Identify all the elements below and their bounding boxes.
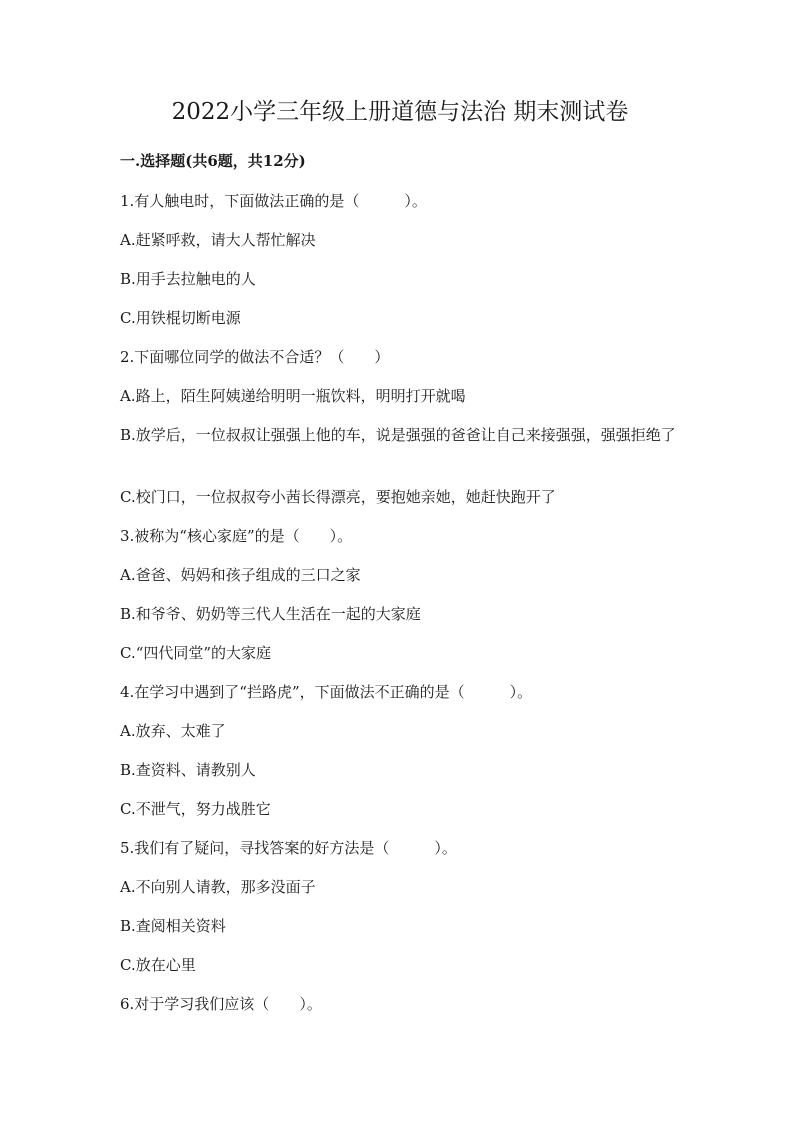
- option-text: C.校门口，一位叔叔夸小茜长得漂亮，要抱她亲她，她赶快跑开了: [120, 488, 556, 506]
- question-text: 3.被称为“核心家庭”的是（ ）。: [120, 527, 353, 545]
- option-text: A.爸爸、妈妈和孩子组成的三口之家: [120, 566, 361, 584]
- option-text: C.不泄气，努力战胜它: [120, 800, 271, 818]
- option-text: A.不向别人请教，那多没面子: [120, 878, 316, 896]
- option-text: B.用手去拉触电的人: [120, 270, 256, 288]
- question-text: 5.我们有了疑问，寻找答案的好方法是（ ）。: [120, 839, 457, 857]
- question-text: 6.对于学习我们应该（ ）。: [120, 995, 322, 1013]
- option-text: A.放弃、太难了: [120, 722, 226, 740]
- option-text: C.用铁棍切断电源: [120, 309, 241, 327]
- exam-title: 2022小学三年级上册道德与法治 期末测试卷: [171, 99, 629, 125]
- question-text: 1.有人触电时，下面做法正确的是（ ）。: [120, 192, 427, 210]
- option-text: A.路上，陌生阿姨递给明明一瓶饮料，明明打开就喝: [120, 387, 466, 405]
- option-text: A.赶紧呼救，请大人帮忙解决: [120, 231, 316, 249]
- option-text: C.“四代同堂”的大家庭: [120, 644, 272, 662]
- option-text: B.放学后，一位叔叔让强强上他的车，说是强强的爸爸让自己来接强强，强强拒绝了: [120, 426, 676, 444]
- question-text: 2.下面哪位同学的做法不合适？（ ）: [120, 348, 390, 366]
- section-heading: 一.选择题(共6题，共12分): [120, 152, 306, 170]
- option-text: B.查资料、请教别人: [120, 761, 256, 779]
- option-text: B.和爷爷、奶奶等三代人生活在一起的大家庭: [120, 605, 421, 623]
- option-text: C.放在心里: [120, 956, 196, 974]
- option-text: B.查阅相关资料: [120, 917, 226, 935]
- question-text: 4.在学习中遇到了“拦路虎”，下面做法不正确的是（ ）。: [120, 683, 533, 701]
